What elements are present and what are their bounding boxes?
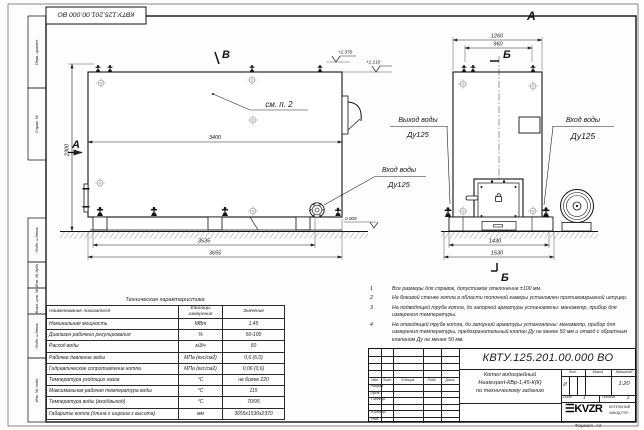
spec-row: Температура уходящих газов °С не более 220	[47, 374, 285, 385]
sheets-label: Листов	[602, 395, 616, 400]
margin-label: Подп. и дата	[34, 227, 39, 253]
spec-row: Диапазон рабочего регулирования % 50-100	[47, 330, 285, 341]
tb-row-nkontr: Н.контр.	[370, 410, 387, 415]
tb-row-prov: Пров.	[370, 390, 381, 395]
margin-label: Справ. №	[34, 114, 39, 134]
inlet-side-label: Вход воды	[382, 167, 416, 174]
lit-header: Лит.	[568, 369, 578, 374]
elev-2210: +2.210	[366, 59, 381, 65]
notes-list	[368, 286, 634, 347]
note-item: 1 Все размеры для справок, допустимое отклонение ±100 мм.	[370, 286, 542, 292]
note-item: 3 На подводящей трубе котла, до запорной арматуры установлены: манометр, прибор для измерения температуры.	[370, 304, 617, 319]
tb-col-izm: Изм.	[371, 377, 379, 382]
company-logo: ☰KVZR	[565, 403, 603, 415]
product-name-3: по техническому заданию	[476, 388, 544, 394]
side-view	[60, 49, 392, 260]
dim-1260: 1260	[490, 33, 504, 40]
elev-zero: 0.000	[345, 216, 357, 221]
spec-table	[46, 297, 284, 420]
section-b-top: Б	[503, 49, 511, 61]
sheets-value: 2	[627, 395, 630, 400]
section-a-marker: А	[72, 139, 80, 151]
company-name-2: ЗАВОД РЭП	[609, 411, 629, 415]
front-view	[441, 9, 598, 284]
doc-number: КВТУ.125.201.00.000 ВО	[482, 351, 614, 364]
dim-1430: 1430	[488, 238, 502, 245]
lit-value: И	[563, 381, 567, 388]
dim-960: 960	[493, 41, 503, 48]
margin-label: Взам. инв. №	[34, 288, 39, 314]
outlet-dn-label: Ду125	[407, 130, 429, 139]
spec-col-header: Наименование показателя	[47, 306, 179, 319]
tb-row-utv: Утв.	[370, 416, 380, 421]
margin-label: Инв. № подл.	[34, 377, 39, 403]
corner-stamp	[46, 7, 146, 24]
title-block	[368, 348, 636, 422]
sheet-value: 1	[583, 395, 586, 400]
inlet-side-dn-label: Ду125	[388, 180, 410, 189]
company-name-1: КОТЕЛЬНЫЙ	[609, 405, 631, 409]
product-name-1: Котел водогрейный	[483, 372, 537, 378]
elev-2370: +2.370	[338, 49, 353, 55]
margin-label: Инв. № дубл.	[34, 262, 39, 288]
margin-label: Перв. примен.	[34, 38, 39, 66]
door-handle	[466, 196, 478, 200]
spec-col-header: Единицы измерения	[179, 306, 223, 319]
view-a-label: А	[527, 9, 536, 23]
tb-row-razrab: Разраб.	[370, 384, 385, 389]
logo-bars-icon: ☰	[565, 403, 575, 415]
sheet-label: Лист	[563, 395, 573, 400]
tb-col-list: Лист	[382, 377, 392, 382]
spec-row: Гидравлическое сопротивление котла МПа (кгс/см2) 0,06 (0,6)	[47, 363, 285, 374]
spec-row: Габариты котла (длина х ширина х высота) мм 3655х1530х2370	[47, 408, 285, 419]
tb-row-tkontr: Т.контр.	[370, 397, 386, 402]
inlet-front-label: Вход воды	[566, 117, 600, 124]
format-label: Формат А3	[574, 423, 602, 428]
inlet-flange	[310, 203, 324, 217]
note-item: 4 На отводящей трубе котла, до запорной арматуры установлены: манометр, прибор для измерения температуры, предохранительный клапан Ду не менее 50 мм и отвод с обратным клапаном Ду не менее 50 мм.	[370, 321, 627, 344]
boiler-body-side	[88, 72, 342, 217]
spec-table-title: Техническая характеристика	[125, 297, 205, 303]
tb-col-data: Дата	[445, 377, 455, 382]
dim-2300: 2300	[64, 143, 71, 157]
section-b-marker: В	[222, 49, 230, 61]
product-name-2: Heatexpert-КВр-1,45-К(К)	[478, 380, 542, 386]
spec-row: Номинальная мощность МВт 1,45	[47, 319, 285, 330]
note-item: 2 На боковой стенке котла в области топочной камеры установлен противовзрывной штуцер.	[370, 295, 628, 302]
blower-fan	[561, 190, 594, 232]
spec-row: Максимальная рабочая температура воды °С 115	[47, 386, 285, 397]
spec-row: Рабочее давление воды МПа (кгс/см2) 0,6 (6,0)	[47, 352, 285, 363]
scale-value: 1:20	[618, 381, 630, 387]
corner-stamp-number: КВТУ.125.201.00.000 ВО	[57, 10, 135, 18]
callout-see-p2: см. п. 2	[265, 100, 293, 109]
margin-column	[28, 16, 46, 422]
outlet-label: Выход воды	[398, 117, 438, 124]
spec-row: Температура воды (вход/выход) °С 70/95	[47, 397, 285, 408]
scale-header: Масштаб	[615, 369, 633, 374]
mass-header: Масса	[592, 369, 604, 374]
dim-1530: 1530	[490, 250, 504, 257]
section-b-bottom: Б	[501, 272, 509, 284]
spec-col-header: Значение	[223, 306, 285, 319]
dim-3400: 3400	[208, 135, 222, 141]
margin-label: Подп. и дата	[34, 323, 39, 349]
spec-row: Расход воды м3/ч 50	[47, 341, 285, 352]
inlet-front-dn-label: Ду125	[570, 131, 596, 141]
tb-col-podp: Подп.	[427, 377, 437, 382]
dim-3655: 3655	[208, 250, 222, 257]
tb-col-docum: N докум.	[401, 377, 415, 382]
dim-3535: 3535	[197, 238, 211, 245]
